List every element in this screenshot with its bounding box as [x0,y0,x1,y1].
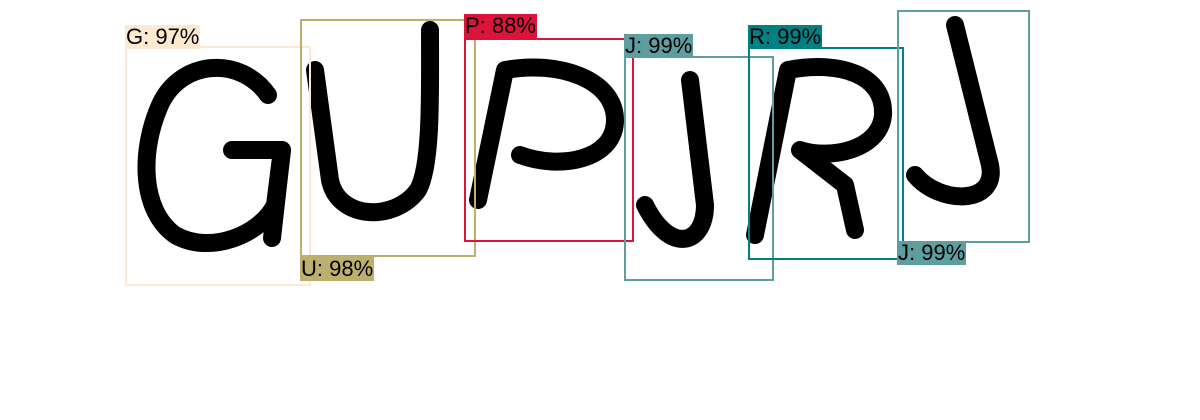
detection-label-g: G: 97% [126,24,200,49]
detection-box-g [125,46,311,286]
detection-box-u [300,19,476,257]
detection-box-r [748,47,904,260]
detection-label-p: P: 88% [465,13,536,38]
detection-box-j-2 [897,10,1030,243]
detection-box-p [464,38,634,242]
detection-label-j-1: J: 99% [625,33,693,58]
detection-label-j-2: J: 99% [898,240,966,265]
detection-label-r: R: 99% [749,24,822,49]
detection-label-u: U: 98% [301,256,374,281]
